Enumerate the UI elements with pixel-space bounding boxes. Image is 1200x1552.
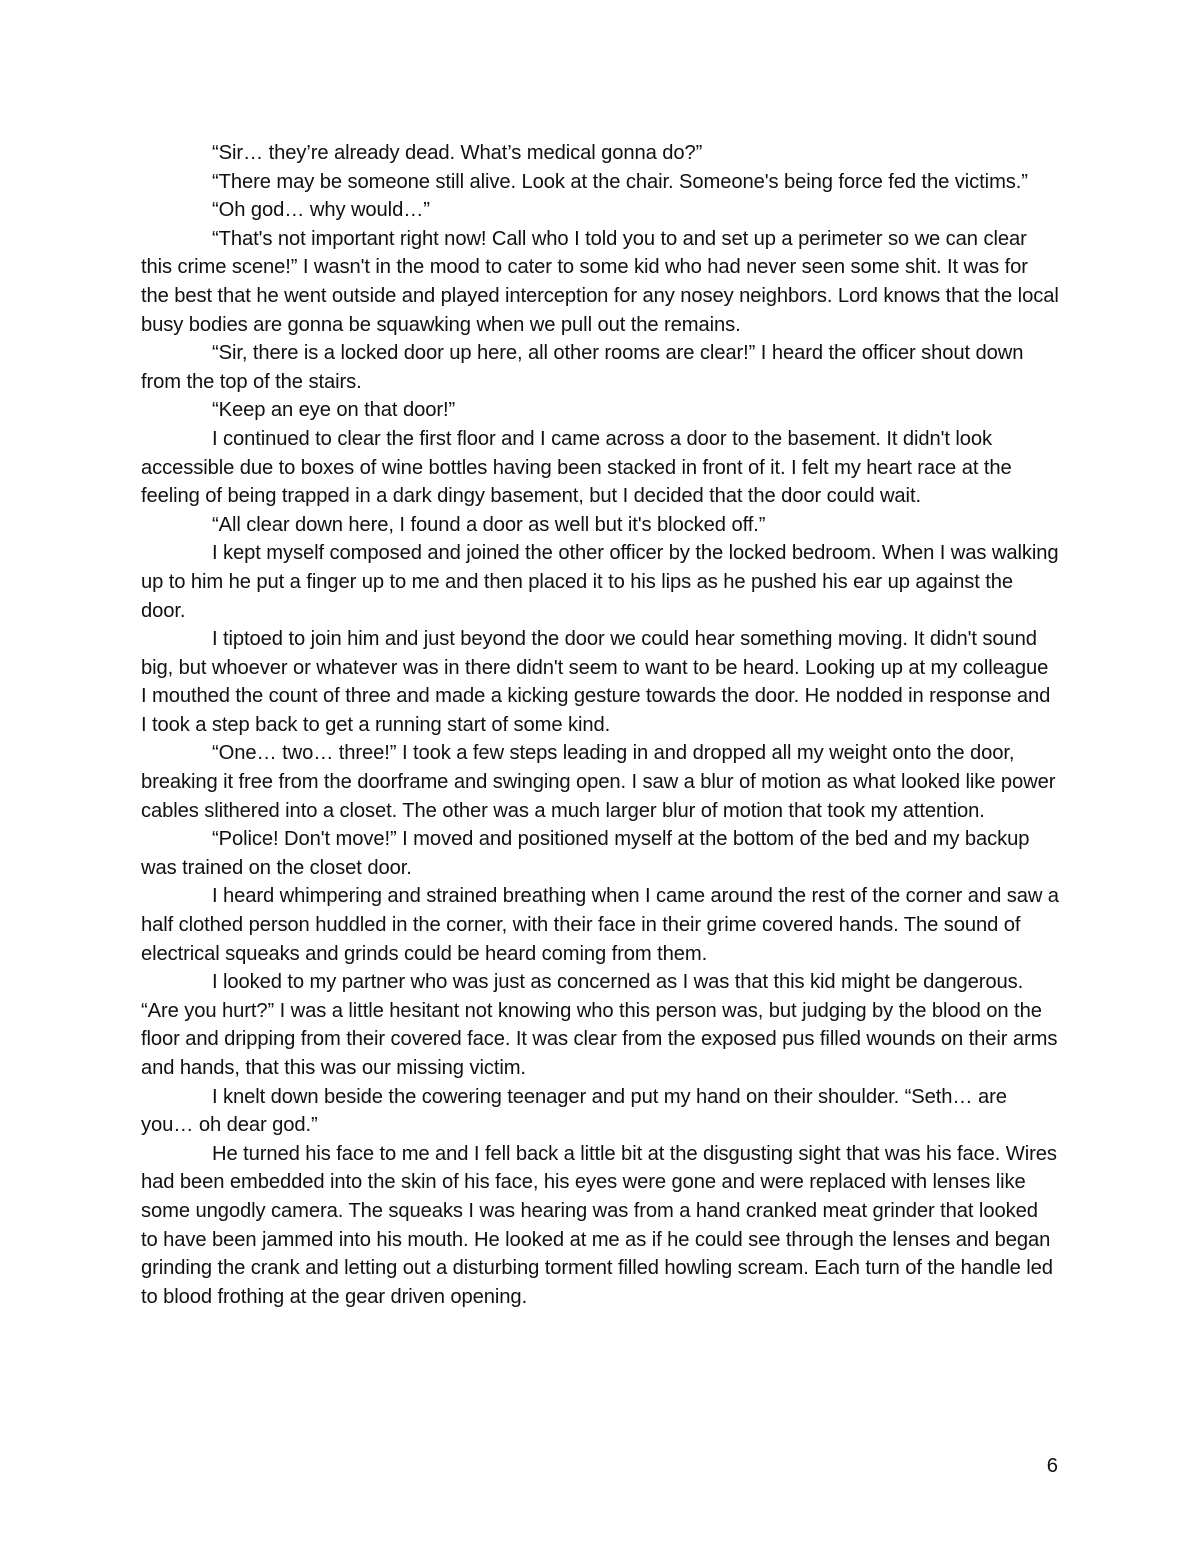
paragraph: I kept myself composed and joined the other officer by the locked bedroom. When I was walking up to him he put a finger up to me and then placed it to his lips as he pushed his ear up against the door. bbox=[141, 542, 1059, 622]
paragraph: “Oh god… why would…” bbox=[212, 199, 430, 222]
paragraph: “Keep an eye on that door!” bbox=[212, 399, 456, 422]
paragraph: I continued to clear the first floor and I came across a door to the basement. It didn't look accessible due to boxes of wine bottles having been stacked in front of it. I felt my heart race at the feeling of being trapped in a dark dingy basement, but I decided that the door could wait. bbox=[141, 427, 1012, 508]
paragraph: I knelt down beside the cowering teenager and put my hand on their shoulder. “Seth… are you… oh dear god.” bbox=[141, 1085, 1007, 1137]
page-number: 6 bbox=[1046, 1455, 1058, 1477]
paragraph: I heard whimpering and strained breathing when I came around the rest of the corner and saw a half clothed person huddled in the corner, with their face in their grime covered hands. The sound of electrical squeaks and grinds could be heard coming from them. bbox=[141, 885, 1059, 965]
paragraph: I looked to my partner who was just as concerned as I was that this kid might be dangerous. “Are you hurt?” I was a little hesitant not knowing who this person was, but judging by the blood on the floor and dripping from their covered face. It was clear from the exposed pus filled wounds on their arms and hands, that this was our missing victim. bbox=[141, 971, 1058, 1079]
paragraph: “Sir, there is a locked door up here, all other rooms are clear!” I heard the officer shout down from the top of the stairs. bbox=[141, 342, 1024, 393]
paragraph: “That's not important right now! Call who I told you to and set up a perimeter so we can clear this crime scene!” I wasn't in the mood to cater to some kid who had never seen some shit. It was for the best that he went outside and played interception for any nosey neighbors. Lord knows that the local busy bodies are gonna be squawking when we pull out the remains. bbox=[141, 227, 1059, 336]
paragraph: “There may be someone still alive. Look at the chair. Someone's being force fed the victims.” bbox=[212, 170, 1028, 193]
paragraph: “Sir… they’re already dead. What’s medical gonna do?” bbox=[212, 142, 703, 164]
paragraph: I tiptoed to join him and just beyond the door we could hear something moving. It didn't sound big, but whoever or whatever was in there didn't seem to want to be heard. Looking up at my colleague I mouthed the count of three and made a kicking gesture towards the door. He nodded in response and I took a step back to get a running start of some kind. bbox=[141, 628, 1051, 736]
paragraph: “Police! Don't move!” I moved and positioned myself at the bottom of the bed and my backup was trained on the closet door. bbox=[141, 828, 1030, 879]
paragraph: “All clear down here, I found a door as well but it's blocked off.” bbox=[212, 513, 766, 536]
body-text bbox=[141, 139, 1059, 1311]
paragraph: “One… two… three!” I took a few steps leading in and dropped all my weight onto the door, breaking it free from the doorframe and swinging open. I saw a blur of motion as what looked like power cables slithered into a closet. The other was a much larger blur of motion that took my attention. bbox=[141, 742, 1056, 822]
paragraph: He turned his face to me and I fell back a little bit at the disgusting sight that was his face. Wires had been embedded into the skin of his face, his eyes were gone and were replaced with lenses like some ungodly camera. The squeaks I was hearing was from a hand cranked meat grinder that looked to have been jammed into his mouth. He looked at me as if he could see through the lenses and began grinding the crank and letting out a disturbing torment filled howling scream. Each turn of the handle led to blood frothing at the gear driven opening. bbox=[141, 1142, 1057, 1308]
